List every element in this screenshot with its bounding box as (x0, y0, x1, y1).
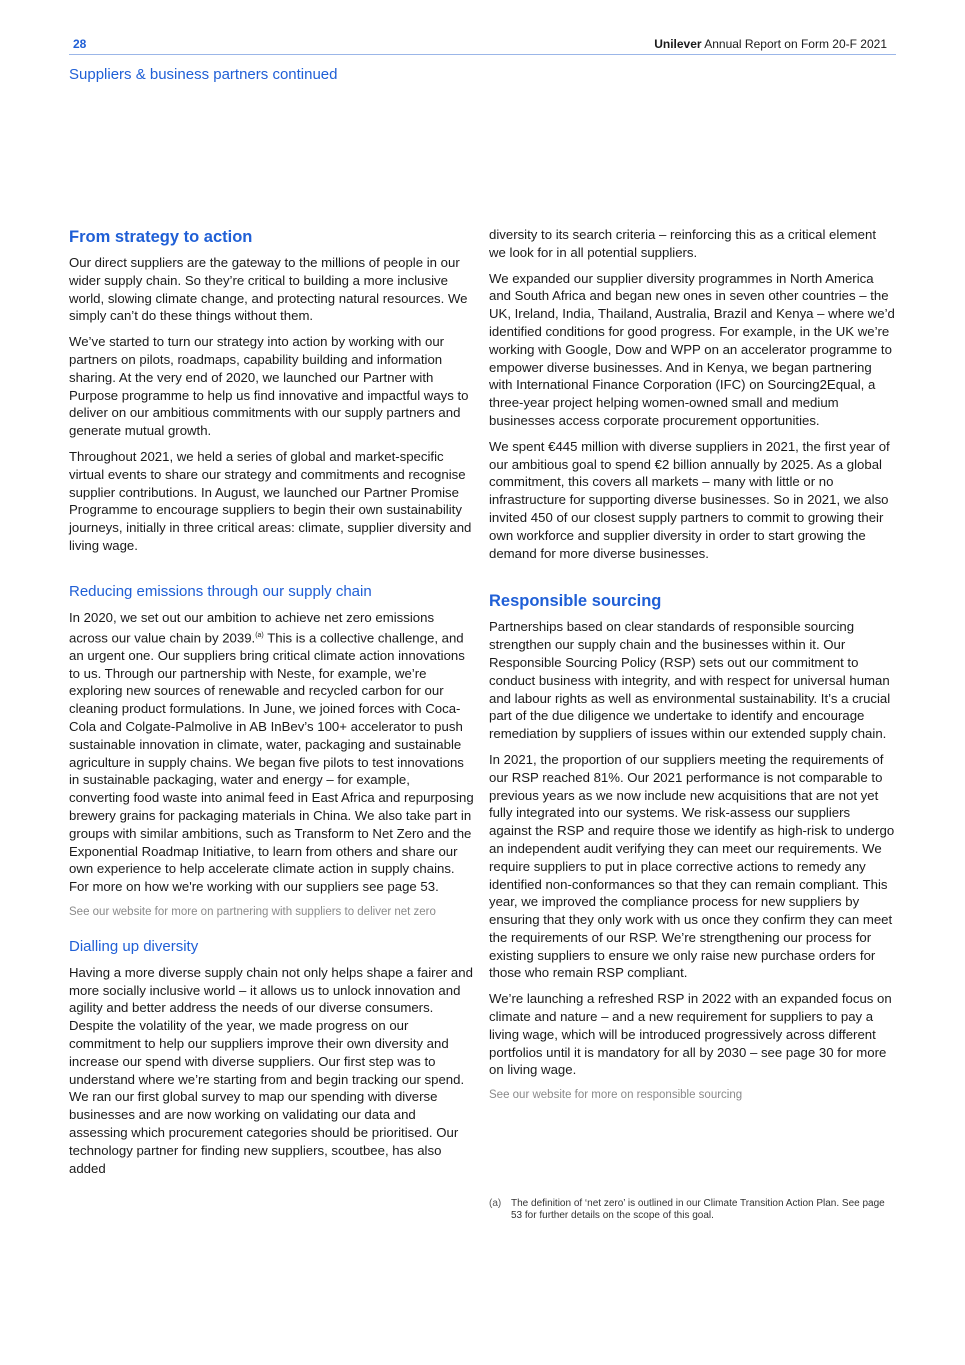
heading-emissions: Reducing emissions through our supply chain (69, 582, 372, 600)
emissions-text-a: In 2020, we set out our ambition to achieve net zero emissions across our value chain by 2039. (69, 609, 435, 645)
page-number: 28 (73, 37, 87, 51)
paragraph-spend: We spent €445 million with diverse suppliers in 2021, the first year of our ambitious goal to spend €2 billion annually by 2025. As a global commitment, this covers all markets – many with little or no infrastructure for supporting diverse businesses. So in 2021, we also invited 450 of our closest supply partners to commit to growing their own workforce and supplier diversity in order to start growing the demand for more diverse businesses. (489, 438, 890, 561)
header-divider (69, 54, 896, 55)
link-net-zero[interactable]: See our website for more on partnering with suppliers to deliver net zero (69, 905, 436, 918)
paragraph-emissions (69, 609, 474, 896)
heading-sourcing: Responsible sourcing (489, 592, 662, 611)
emissions-text-b: This is a collective challenge, and an urgent one. Our suppliers bring critical climate action innovations to us. Through our partnership with Neste, for example, we’re exploring new sources of renewable and recycled carbon for our cleaning product formulations. In June, we joined forces with Coca-Cola and Colgate-Palmolive in AB InBev’s 100+ accelerator to push sustainable innovation in climate, water, packaging and sustainable agriculture in supply chains. We began five pilots to test innovations in sustainable packaging, water and energy – for example, converting food waste into animal feed in East Africa and repurposing brewery grains for packaging materials in China. We also take part in groups with similar ambitions, such as Transform to Net Zero and the Exponential Roadmap Initiative, to learn from others and share our own experience to help accelerate climate action in supply chains. For more on how we're working with our suppliers see page 53. (69, 629, 474, 895)
paragraph-diversity-continued: diversity to its search criteria – reinforcing this as a critical element we look for in all potential suppliers. (489, 227, 876, 260)
paragraph-sourcing-2: In 2021, the proportion of our suppliers meeting the requirements of our RSP reached 81%. Our 2021 performance is not comparable to previous years as we now include new acquisitions that are not yet fully integrated into our systems. We risk-assess our suppliers against the RSP and require those we identify as high-risk to undergo an independent audit verifying they can meet our requirements. We require suppliers to put in place corrective actions to remedy any identified non-conformances so that they can remain compliant. This year, we improved the compliance process for new suppliers by ensuring that they only work with us once they confirm they can meet the requirements of our RSP. We’re strengthening our process for existing suppliers to ensure we only raise new purchase orders for those who remain RSP compliant. (489, 751, 895, 981)
paragraph-strategy-2: We’ve started to turn our strategy into action by working with our partners on pilots, roadmaps, capability building and information sharing. At the very end of 2020, we launched our Partner with Purpose programme to help us find innovative and impactful ways to deliver on our ambitious commitments with our supply partners and generate mutual growth. (69, 334, 469, 439)
link-responsible-sourcing[interactable]: See our website for more on responsible sourcing (489, 1089, 743, 1102)
company-name: Unilever (654, 37, 702, 51)
footnote-reference[interactable]: (a) (255, 631, 264, 639)
heading-strategy: From strategy to action (69, 228, 253, 246)
paragraph-programmes: We expanded our supplier diversity programmes in North America and South Africa and began new ones in seven other countries – the UK, Ireland, India, Thailand, Australia, Brazil and Kenya – where we’d identified conditions for good progress. For example, in the UK we’re working with Google, Dow and WPP on an accelerator programme to empower diverse businesses. And in Kenya, we began partnering with International Finance Corporation (IFC) on Sourcing2Equal, a three-year project helping women-owned small and medium businesses access corporate procurement opportunities. (489, 270, 895, 428)
footnote (489, 1198, 889, 1222)
section-label: Suppliers & business partners continued (69, 66, 338, 83)
paragraph-diversity: Having a more diverse supply chain not only helps shape a fairer and more socially inclusive world – it allows us to unlock innovation and agility and better address the needs of our diverse consumers. Despite the volatility of the year, we made progress on our commitment to help our suppliers improve their own diversity and increase our spend with diverse suppliers. Our first step was to understand where we’re starting from and begin tracking our spend. We ran our first global survey to map our spending with diverse businesses and are now working on validating our data and assessing which procurement categories should be prioritised. Our technology partner for finding new suppliers, scoutbee, has also added (69, 964, 473, 1176)
footnote-mark: (a) (489, 1198, 502, 1209)
right-column (489, 226, 896, 1113)
paragraph-strategy-3: Throughout 2021, we held a series of global and market-specific virtual events to share our strategy and commitments and recognise supplier contributions. In August, we launched our Partner Promise Programme to encourage suppliers to begin their own sustainability journeys, initially in three critical areas: climate, supplier diversity and living wage. (69, 448, 472, 553)
left-column (69, 226, 474, 1185)
paragraph-strategy-1: Our direct suppliers are the gateway to the millions of people in our wider supply chain. So they’re critical to building a more inclusive world, slowing climate change, and protecting natural resources. We simply can’t do these things without them. (69, 255, 468, 324)
report-header (654, 37, 887, 51)
paragraph-sourcing-3: We’re launching a refreshed RSP in 2022 with an expanded focus on climate and nature – and a new requirement for suppliers to pay a living wage, which will be introduced progressively across different portfolios until it is mandatory for all by 2030 – see page 30 for more on living wage. (489, 991, 892, 1078)
footnote-text: The definition of ‘net zero’ is outlined in our Climate Transition Action Plan. See page 53 for further details on the scope of this goal. (511, 1198, 885, 1221)
paragraph-sourcing-1: Partnerships based on clear standards of responsible sourcing strengthen our supply chain and the businesses within it. Our Responsible Sourcing Policy (RSP) sets out our commitment to conduct business with integrity, and with respect for universal human and labour rights as well as environmental sustainability. It’s a crucial part of the due diligence we undertake to identify and encourage remediation by suppliers of issues within our extended supply chain. (489, 619, 891, 742)
heading-diversity: Dialling up diversity (69, 937, 199, 955)
report-title: Annual Report on Form 20-F 2021 (704, 37, 887, 51)
